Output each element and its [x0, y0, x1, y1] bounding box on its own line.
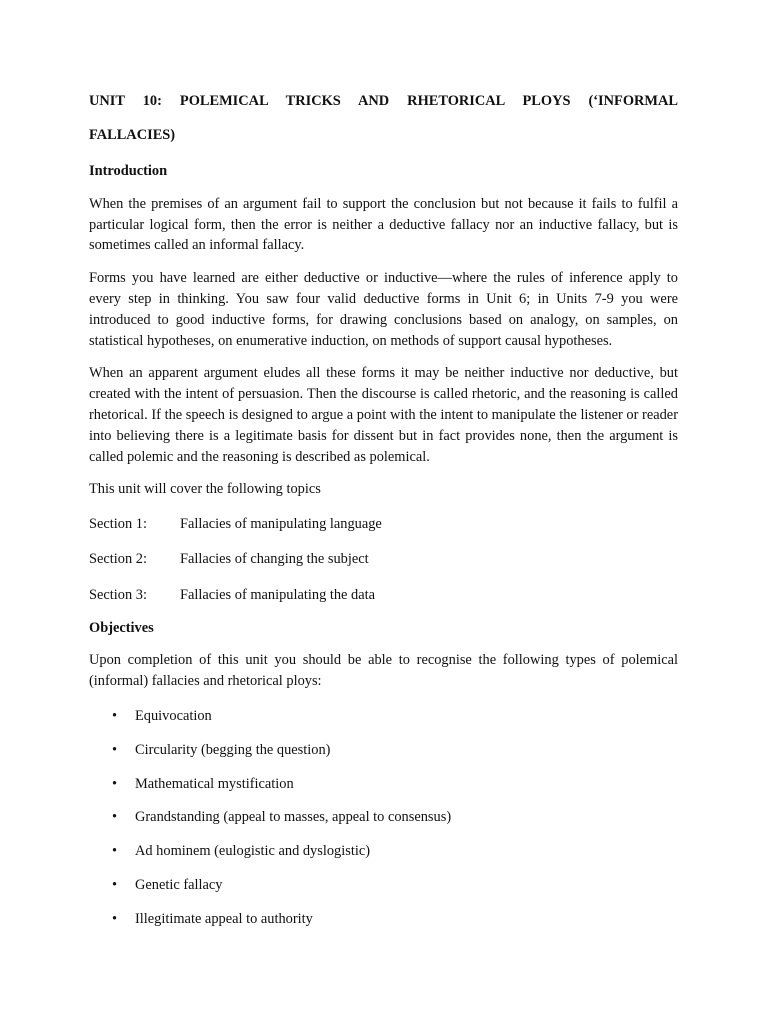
intro-paragraph-3: When an apparent argument eludes all these forms it may be neither inductive nor deductive, but created with the intent of persuasion. Then the discourse is called rhetoric, and the reasoning is called rhetorical. If the speech is designed to argue a point with the intent to manipulate the listener or reader into believing there is a legitimate basis for dissent but in fact provides none, then the argument is called polemic and the reasoning is described as polemical.: [89, 365, 678, 465]
list-item-text: Illegitimate appeal to authority: [135, 910, 313, 927]
list-item: [89, 909, 678, 930]
bullet-icon: •: [112, 876, 118, 893]
list-item: [89, 706, 678, 727]
bullet-icon: •: [112, 775, 118, 792]
introduction-heading: Introduction: [89, 163, 168, 179]
document-page: [89, 87, 678, 930]
bullet-icon: •: [112, 843, 118, 860]
bullet-icon: •: [112, 707, 118, 724]
unit-title-line-1: UNIT 10: POLEMICAL TRICKS AND RHETORICAL PLOYS (‘INFORMAL: [89, 93, 678, 109]
bullet-icon: •: [112, 910, 118, 927]
intro-paragraph-2: Forms you have learned are either deductive or inductive—where the rules of inference apply to every step in thinking. You saw four valid deductive forms in Unit 6; in Units 7-9 you were introduced to good inductive forms, for drawing conclusions based on analogy, on samples, on statistical hypotheses, on enumerative induction, on methods of support causal hypotheses.: [89, 270, 678, 349]
list-item: [89, 875, 678, 896]
objectives-heading: Objectives: [89, 619, 154, 636]
list-item-text: Genetic fallacy: [135, 876, 223, 893]
section-label: Section 3:: [89, 586, 147, 603]
section-row-2: [89, 549, 678, 570]
list-item: [89, 841, 678, 862]
list-item-text: Grandstanding (appeal to masses, appeal to consensus): [135, 809, 452, 826]
bullet-icon: •: [112, 809, 118, 826]
unit-title-line-2: FALLACIES): [89, 127, 176, 143]
objectives-intro: Upon completion of this unit you should be able to recognise the following types of polemical (informal) fallacies and rhetorical ploys:: [89, 652, 678, 690]
list-item: [89, 807, 678, 828]
section-label: Section 2:: [89, 550, 147, 567]
list-item-text: Equivocation: [135, 707, 212, 724]
topics-intro: This unit will cover the following topics: [89, 481, 321, 498]
section-label: Section 1:: [89, 516, 147, 533]
intro-paragraph-1: When the premises of an argument fail to support the conclusion but not because it fails to fulfil a particular logical form, then the error is neither a deductive fallacy nor an inductive fallacy, but is sometimes called an informal fallacy.: [89, 195, 678, 254]
section-title: Fallacies of manipulating the data: [180, 586, 376, 603]
bullet-icon: •: [112, 741, 118, 758]
list-item: [89, 774, 678, 795]
list-item: [89, 740, 678, 761]
section-title: Fallacies of manipulating language: [180, 516, 382, 533]
list-item-text: Mathematical mystification: [135, 775, 294, 792]
section-title: Fallacies of changing the subject: [180, 550, 369, 567]
list-item-text: Circularity (begging the question): [135, 741, 331, 758]
section-row-1: [89, 514, 678, 535]
list-item-text: Ad hominem (eulogistic and dyslogistic): [135, 843, 371, 860]
objectives-list: [89, 706, 678, 930]
section-row-3: [89, 585, 678, 606]
